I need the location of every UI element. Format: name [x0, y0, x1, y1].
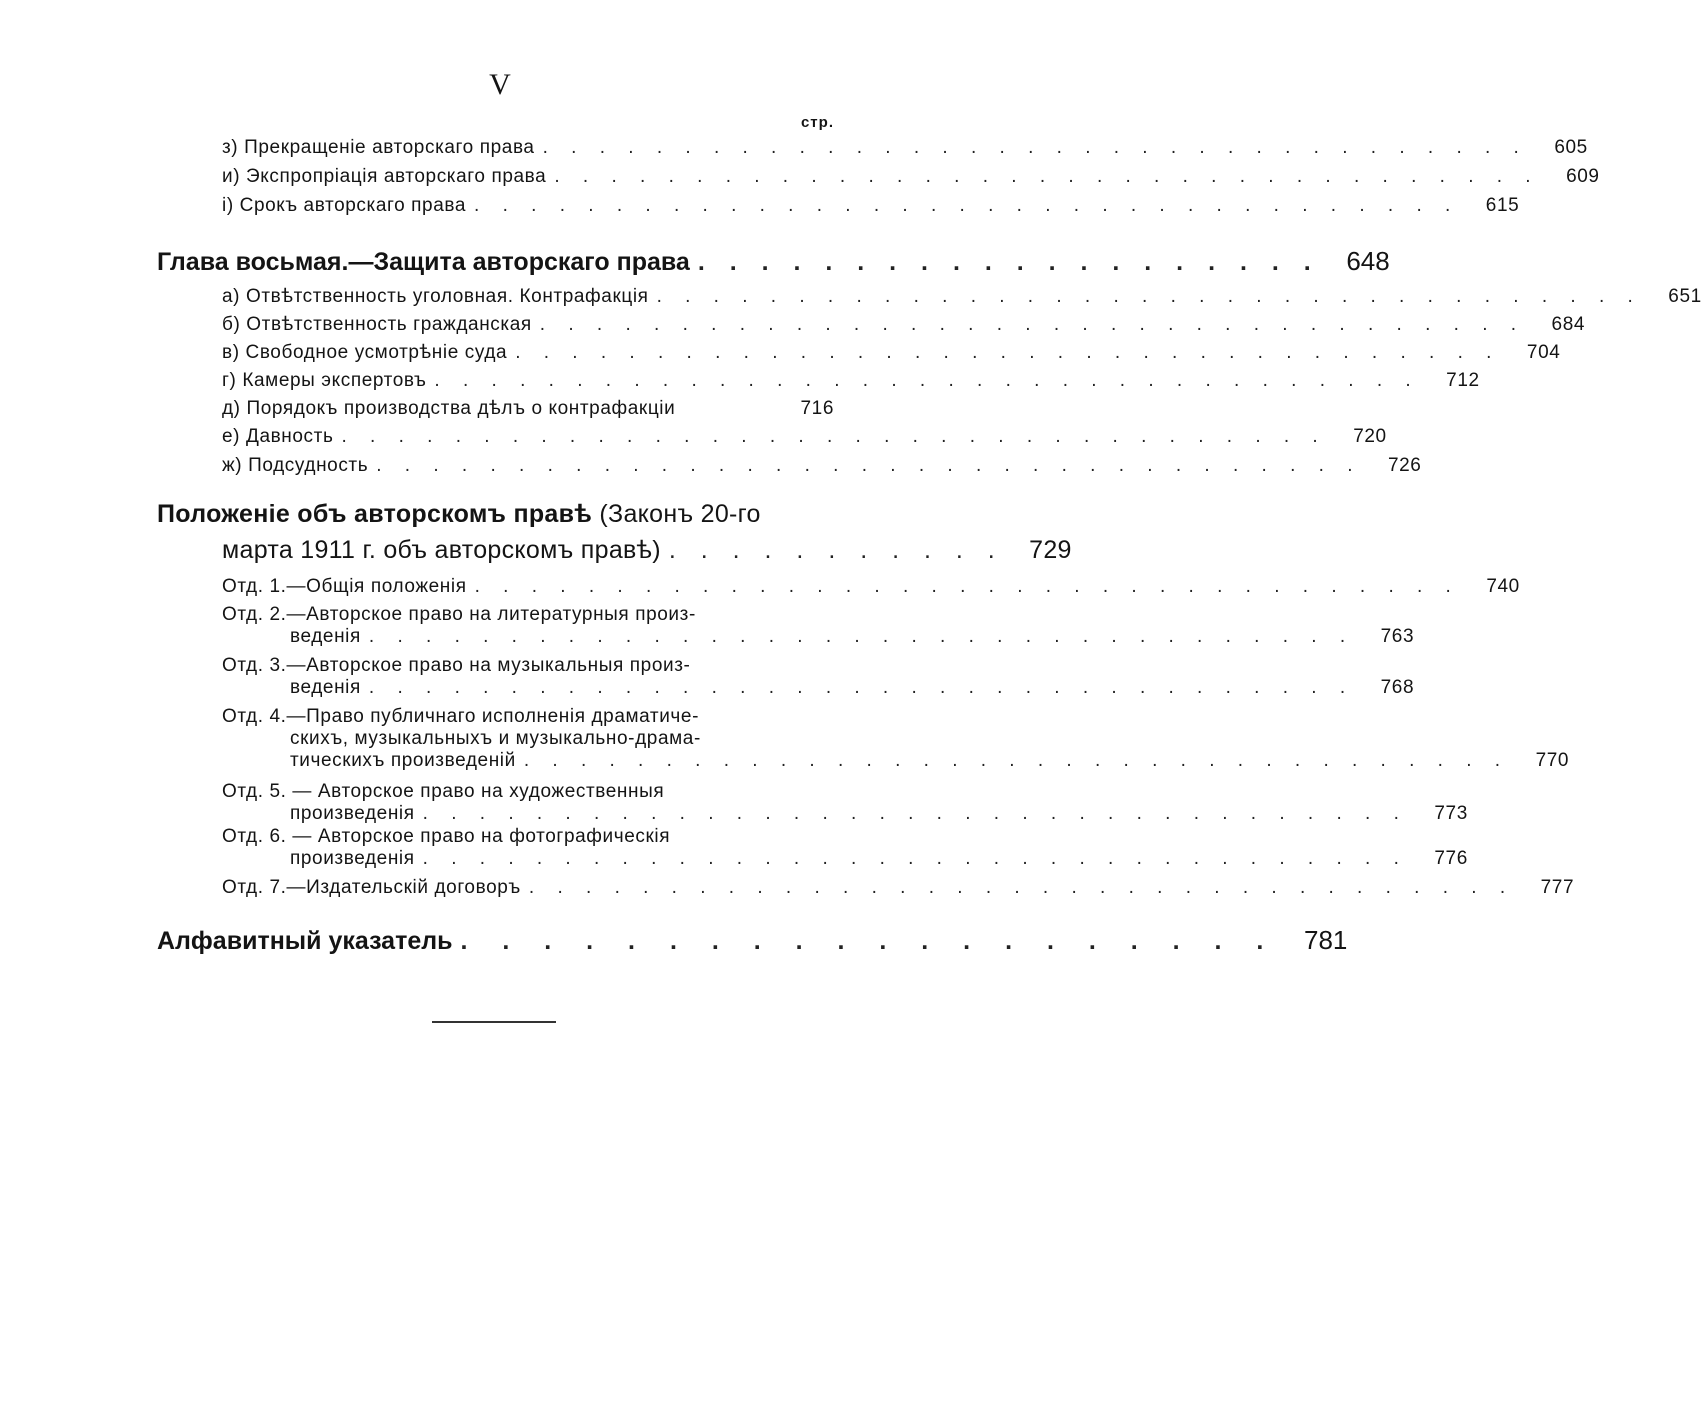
section-line: скихъ, музыкальныхъ и музыкально-драма- [290, 728, 701, 749]
toc-entry[interactable] [222, 455, 1422, 477]
toc-entry-page: 684 [1551, 314, 1586, 335]
dot-leader: . . . . . . . . . . . . . . . . . . . . . . . . . . . . . . . . . . . [422, 803, 1408, 824]
toc-entry-page: 720 [1353, 426, 1387, 447]
law-title-rest: (Законъ 20-го [592, 500, 761, 528]
dot-leader: . . . . . . . . . . . [668, 536, 1004, 564]
section-entry[interactable] [222, 826, 1468, 870]
toc-entry[interactable] [222, 137, 1588, 159]
dot-leader: . . . . . . . . . . . . . . . . . . . . . . . . . . . . . . . . . . . [341, 426, 1327, 447]
toc-entry[interactable] [222, 286, 1702, 308]
toc-entry-page: 615 [1485, 195, 1520, 216]
section-line: произведенія [290, 803, 415, 824]
section-line: Отд. 4.—Право публичнаго исполненія драматиче- [222, 706, 700, 727]
toc-entry-text: в) Свободное усмотрѣніе суда [222, 342, 508, 363]
section-entry[interactable] [222, 604, 1415, 648]
chapter-title: Глава восьмая.—Защита авторскаго права [157, 248, 690, 276]
toc-entry[interactable] [222, 426, 1387, 448]
section-line: Отд. 6. — Авторское право на фотографическія [222, 826, 671, 847]
dot-leader: . . . . . . . . . . . . . . . . . . . . . . . . . . . . . . . . . . . [554, 166, 1540, 187]
toc-entry-page: 609 [1566, 166, 1600, 187]
toc-entry-text: ж) Подсудность [222, 455, 369, 476]
toc-entry[interactable] [222, 195, 1520, 217]
dot-leader: . . . . . . . . . . . . . . . . . . . . [697, 248, 1320, 276]
dot-leader: . . . . . . . . . . . . . . . . . . . . . . . . . . . . . . . . . . . [434, 370, 1420, 391]
dot-leader: . . . . . . . . . . . . . . . . . . . . . . . . . . . . . . . . . . . [474, 195, 1460, 216]
section-line: веденія [290, 677, 361, 698]
section-entry[interactable] [222, 877, 1575, 899]
index-title: Алфавитный указатель [157, 927, 453, 955]
dot-leader: . . . . . . . . . . . . . . . . . . . . . . . . . . . . . . . . . . . [542, 137, 1528, 158]
section-line: Отд. 3.—Авторское право на музыкальныя произ- [222, 655, 691, 676]
section-entry[interactable] [222, 706, 1570, 772]
section-line: Отд. 2.—Авторское право на литературныя произ- [222, 604, 696, 625]
dot-leader: . . . . . . . . . . . . . . . . . . . . . . . . . . . . . . . . . . . [515, 342, 1501, 363]
section-page: 768 [1380, 677, 1415, 698]
toc-entry[interactable] [222, 398, 834, 420]
toc-entry[interactable] [222, 342, 1561, 364]
law-title-line2: марта 1911 г. объ авторскомъ правѣ) [222, 536, 661, 564]
section-text: Отд. 1.—Общія положенія [222, 576, 467, 597]
page-column-label: стр. [800, 114, 834, 131]
page-number: V [489, 68, 511, 101]
toc-entry[interactable] [222, 166, 1600, 188]
toc-entry-text: г) Камеры экспертовъ [222, 370, 427, 391]
section-line: веденія [290, 626, 361, 647]
toc-entry-page: 712 [1446, 370, 1480, 391]
law-page: 729 [1029, 536, 1072, 564]
section-line: тическихъ произведеній [290, 750, 516, 771]
section-line: произведенія [290, 848, 415, 869]
dot-leader: . . . . . . . . . . . . . . . . . . . . . . . . . . . . . . . . . . . [368, 677, 1355, 698]
toc-entry-text: а) Отвѣтственность уголовная. Контрафакція [222, 286, 649, 307]
law-title-bold: Положеніе объ авторскомъ правѣ [157, 500, 593, 528]
dot-leader: . . . . . . . . . . . . . . . . . . . . . . . . . . . . . . . . . . . [474, 576, 1460, 597]
chapter-heading[interactable] [157, 246, 1390, 277]
section-entry[interactable] [222, 576, 1520, 598]
law-heading-line2[interactable] [222, 536, 1072, 565]
toc-entry-text: б) Отвѣтственность гражданская [222, 314, 532, 335]
section-page: 740 [1486, 576, 1520, 597]
section-page: 770 [1535, 750, 1570, 771]
dot-leader: . . . . . . . . . . . . . . . . . . . . . . . . . . . . . . . . . . . [422, 848, 1408, 869]
dot-leader: . . . . . . . . . . . . . . . . . . . . . . . . . . . . . . . . . . . [539, 314, 1526, 335]
law-heading[interactable] [157, 500, 761, 529]
dot-leader: . . . . . . . . . . . . . . . . . . . . [460, 927, 1278, 955]
dot-leader: . . . . . . . . . . . . . . . . . . . . . . . . . . . . . . . . . . . [528, 877, 1515, 898]
toc-entry-text: з) Прекращеніе авторскаго права [222, 137, 535, 158]
section-page: 763 [1380, 626, 1415, 647]
toc-entry-page: 605 [1554, 137, 1588, 158]
closing-rule [432, 1021, 556, 1023]
toc-entry[interactable] [222, 370, 1480, 392]
toc-entry-page: 651 [1668, 286, 1702, 307]
toc-entry-text: і) Срокъ авторскаго права [222, 195, 467, 216]
dot-leader: . . . . . . . . . . . . . . . . . . . . . . . . . . . . . . . . . . . [656, 286, 1642, 307]
toc-entry-page: 704 [1526, 342, 1561, 363]
index-heading[interactable] [157, 925, 1348, 956]
dot-leader: . . . . . . . . . . . . . . . . . . . . . . . . . . . . . . . . . . . [376, 455, 1362, 476]
section-text: Отд. 7.—Издательскій договоръ [222, 877, 521, 898]
index-page: 781 [1303, 925, 1348, 955]
section-line: Отд. 5. — Авторское право на художественныя [222, 781, 665, 802]
section-entry[interactable] [222, 655, 1415, 699]
section-page: 773 [1434, 803, 1468, 824]
section-entry[interactable] [222, 781, 1468, 825]
toc-entry-page: 716 [800, 398, 834, 419]
toc-entry-page: 726 [1387, 455, 1422, 476]
section-page: 777 [1540, 877, 1575, 898]
section-page: 776 [1434, 848, 1468, 869]
dot-leader: . . . . . . . . . . . . . . . . . . . . . . . . . . . . . . . . . . . [523, 750, 1510, 771]
toc-entry[interactable] [222, 314, 1586, 336]
dot-leader: . . . . . . . . . . . . . . . . . . . . . . . . . . . . . . . . . . . [368, 626, 1355, 647]
toc-entry-text: е) Давность [222, 426, 334, 447]
chapter-page: 648 [1346, 246, 1390, 276]
toc-entry-text: д) Порядокъ производства дѣлъ о контрафакціи [222, 398, 676, 419]
toc-entry-text: и) Экспропріація авторскаго права [222, 166, 547, 187]
